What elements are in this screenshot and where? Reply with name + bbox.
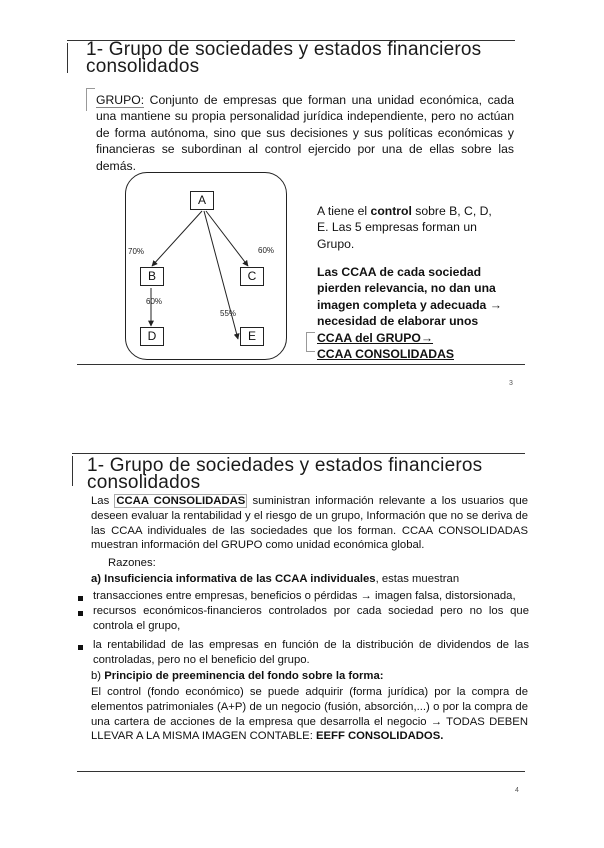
- bullet-1-marker: [78, 596, 83, 601]
- node-e: E: [240, 327, 264, 346]
- edge-label-a-e: 55%: [220, 309, 237, 318]
- title2-left-bar: [72, 456, 73, 486]
- relevance-note: [317, 264, 513, 362]
- group-definition: [96, 92, 514, 174]
- ccaa-consolidadas: CCAA CONSOLIDADAS: [317, 347, 454, 362]
- reason-a-suffix: , estas muestran: [375, 573, 460, 585]
- slide2-title: 1- Grupo de sociedades y estados financieros consolidados: [87, 455, 483, 493]
- reason-b-label: b): [91, 670, 102, 682]
- bullet-2: recursos económicos-financieros controlados por cada sociedad pero no los que controla el grupo,: [93, 605, 529, 632]
- bullet-2-marker: [78, 611, 83, 616]
- eeff-consolidados: EEFF CONSOLIDADOS.: [315, 730, 444, 743]
- control-word: control: [370, 204, 412, 218]
- definition-bracket: [86, 88, 95, 111]
- control-post: sobre B, C, D, E. Las 5 empresas forman un Grupo.: [317, 204, 492, 251]
- node-b: B: [140, 267, 164, 286]
- reason-b-heading: [91, 669, 528, 684]
- reason-b-text: [91, 685, 528, 744]
- title-left-bar: [67, 43, 68, 73]
- node-a: A: [190, 191, 214, 210]
- control-text: [317, 203, 503, 252]
- intro-pre: Las: [91, 495, 110, 507]
- slide2-bottom-rule: [77, 771, 525, 772]
- ccaa-bracket: [306, 332, 315, 352]
- reason-b-title: Principio de preeminencia del fondo sobre la forma:: [104, 670, 384, 682]
- slide1-title: 1- Grupo de sociedades y estados financieros consolidados: [86, 39, 482, 77]
- bullet-3: la rentabilidad de las empresas en función de la distribución de dividendos de las controladas, pero no el beneficio del grupo.: [93, 639, 529, 666]
- relevance-note-text: Las CCAA de cada sociedad pierden relevancia, no dan una imagen completa y adecuada → necesidad de elaborar unos: [317, 265, 502, 329]
- ccaa-grupo: CCAA del GRUPO→: [317, 330, 434, 345]
- bullet-3-marker: [78, 645, 83, 650]
- slide1-bottom-rule: [77, 364, 525, 365]
- page-number-3: 3: [509, 380, 513, 387]
- edge-a-b: [152, 211, 202, 266]
- intro-term: CCAA CONSOLIDADAS: [116, 495, 246, 507]
- control-pre: A tiene el: [317, 204, 368, 218]
- reason-a: [91, 572, 528, 587]
- edge-label-a-c: 60%: [258, 246, 275, 255]
- page-number-4: 4: [515, 787, 519, 794]
- ccaa-intro: [91, 494, 528, 553]
- reason-b-body: El control (fondo económico) se puede adquirir (forma jurídica) por la compra de elementos patrimoniales (A+P) de un negocio (fusión, absorción,...) o por la compra de una cartera de acciones de la empresa que desarrolla el negocio → TODAS DEBEN LLEVAR A LA MISMA IMAGEN CONTABLE:: [91, 686, 528, 743]
- edge-a-c: [206, 211, 248, 266]
- reason-a-label: a) Insuficiencia informativa de las CCAA individuales: [91, 573, 376, 585]
- edge-label-a-b: 70%: [128, 247, 145, 256]
- bullet-1: transacciones entre empresas, beneficios o pérdidas → imagen falsa, distorsionada,: [93, 590, 516, 602]
- edge-label-b-d: 60%: [146, 297, 163, 306]
- definition-text: Conjunto de empresas que forman una unidad económica, cada una mantiene su propia personalidad jurídica independiente, pero no actúan de forma autónoma, sino que sus decisiones y sus políticas económicas y financieras se subordinan al control ejercido por una de ellas sobre las demás.: [96, 93, 514, 173]
- node-d: D: [140, 327, 164, 346]
- node-c: C: [240, 267, 264, 286]
- razones-label: Razones:: [108, 557, 156, 569]
- intro-post: suministran información relevante a los usuarios que deseen evaluar la rentabilidad y el riesgo de un grupo, Información que no se deriva de las CCAA individuales de las sociedades que los forman. CCAA CONSOLIDADAS muestran información del GRUPO como unidad económica global.: [91, 495, 529, 552]
- definition-term: GRUPO:: [96, 93, 145, 107]
- title2-top-rule: [72, 453, 525, 454]
- group-diagram: [125, 172, 287, 360]
